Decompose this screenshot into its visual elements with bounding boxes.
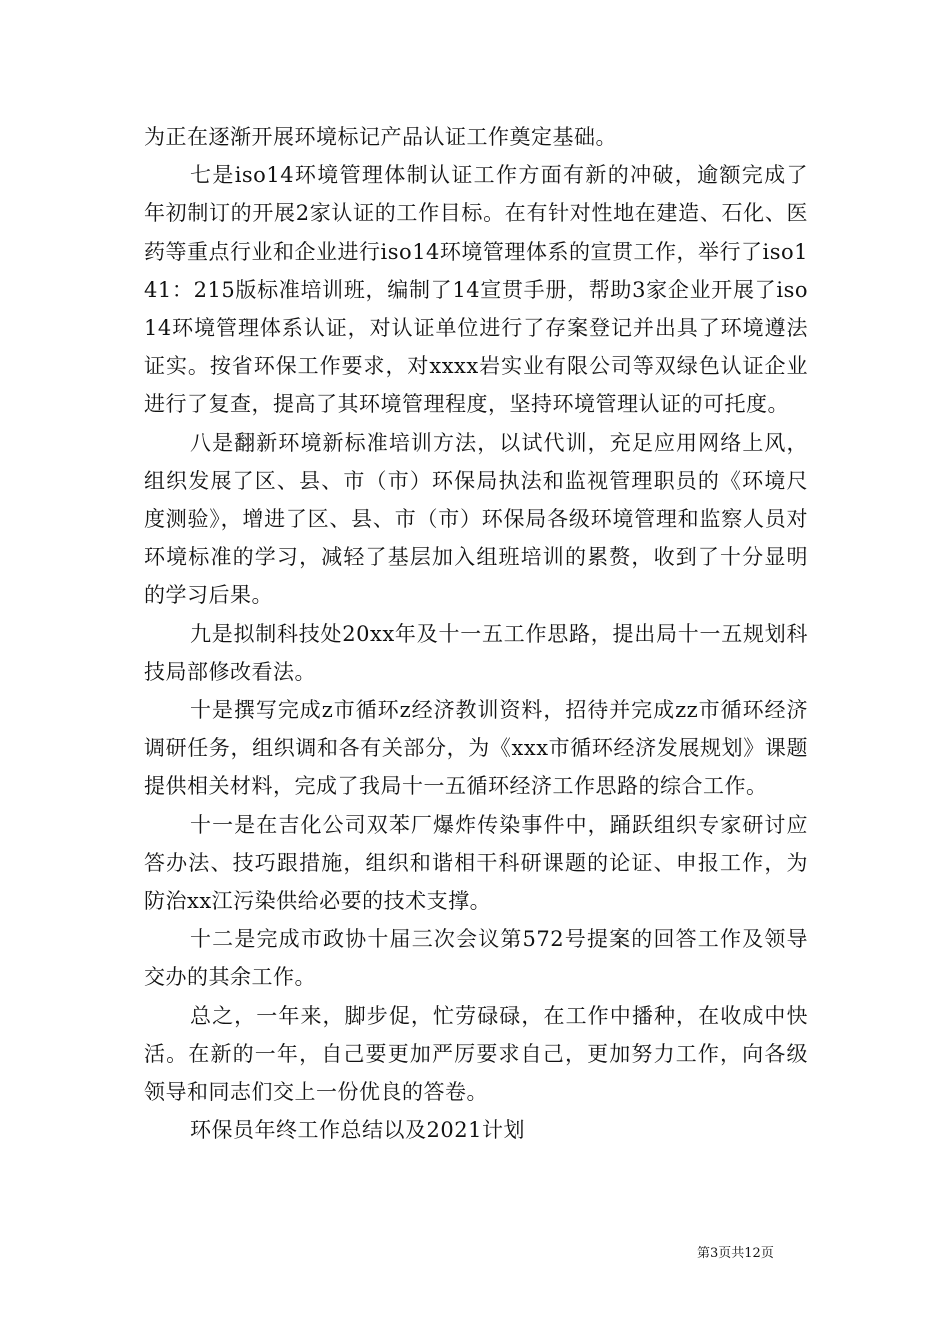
paragraph-item-8: 八是翻新环境新标准培训方法，以试代训，充足应用网络上风，组织发展了区、县、市（市）环保局执法和监视管理职员的《环境尺度测验》，增进了区、县、市（市）环保局各级环境管理和监察人员对环境标准的学习，减轻了基层加入组班培训的累赘，收到了十分显明的学习后果。 (144, 430, 808, 608)
page-number: 第3页共12页 (697, 1246, 774, 1261)
paragraph-item-11: 十一是在吉化公司双苯厂爆炸传染事件中，踊跃组织专家研讨应答办法、技巧跟措施，组织和谐相干科研课题的论证、申报工作，为防治xx江污染供给必要的技术支撑。 (144, 812, 808, 914)
paragraph-item-9: 九是拟制科技处20xx年及十一五工作思路，提出局十一五规划科技局部修改看法。 (144, 621, 808, 684)
paragraph-item-12: 十二是完成市政协十届三次会议第572号提案的回答工作及领导交办的其余工作。 (144, 927, 808, 990)
paragraph-item-7: 七是iso14环境管理体制认证工作方面有新的冲破，逾额完成了年初制订的开展2家认证的工作目标。在有针对性地在建造、石化、医药等重点行业和企业进行iso14环境管理体系的宣贯工作，举行了iso141：215版标准培训班，编制了14宣贯手册，帮助3家企业开展了iso14环境管理体系认证，对认证单位进行了存案登记并出具了环境遵法证实。按省环保工作要求，对xxxx岩实业有限公司等双绿色认证企业进行了复查，提高了其环境管理程度，坚持环境管理认证的可托度。 (144, 163, 808, 417)
section-heading: 环保员年终工作总结以及2021计划 (190, 1118, 525, 1143)
document-body (144, 118, 808, 1149)
paragraph-item-10: 十是撰写完成z市循环z经济教训资料，招待并完成zz市循环经济调研任务，组织调和各有关部分，为《xxx市循环经济发展规划》课题提供相关材料，完成了我局十一五循环经济工作思路的综合工作。 (144, 698, 808, 799)
paragraph-summary: 总之，一年来，脚步促，忙劳碌碌，在工作中播种，在收成中快活。在新的一年，自己要更加严厉要求自己，更加努力工作，向各级领导和同志们交上一份优良的答卷。 (144, 1003, 808, 1105)
paragraph-continuation: 为正在逐渐开展环境标记产品认证工作奠定基础。 (144, 125, 617, 149)
